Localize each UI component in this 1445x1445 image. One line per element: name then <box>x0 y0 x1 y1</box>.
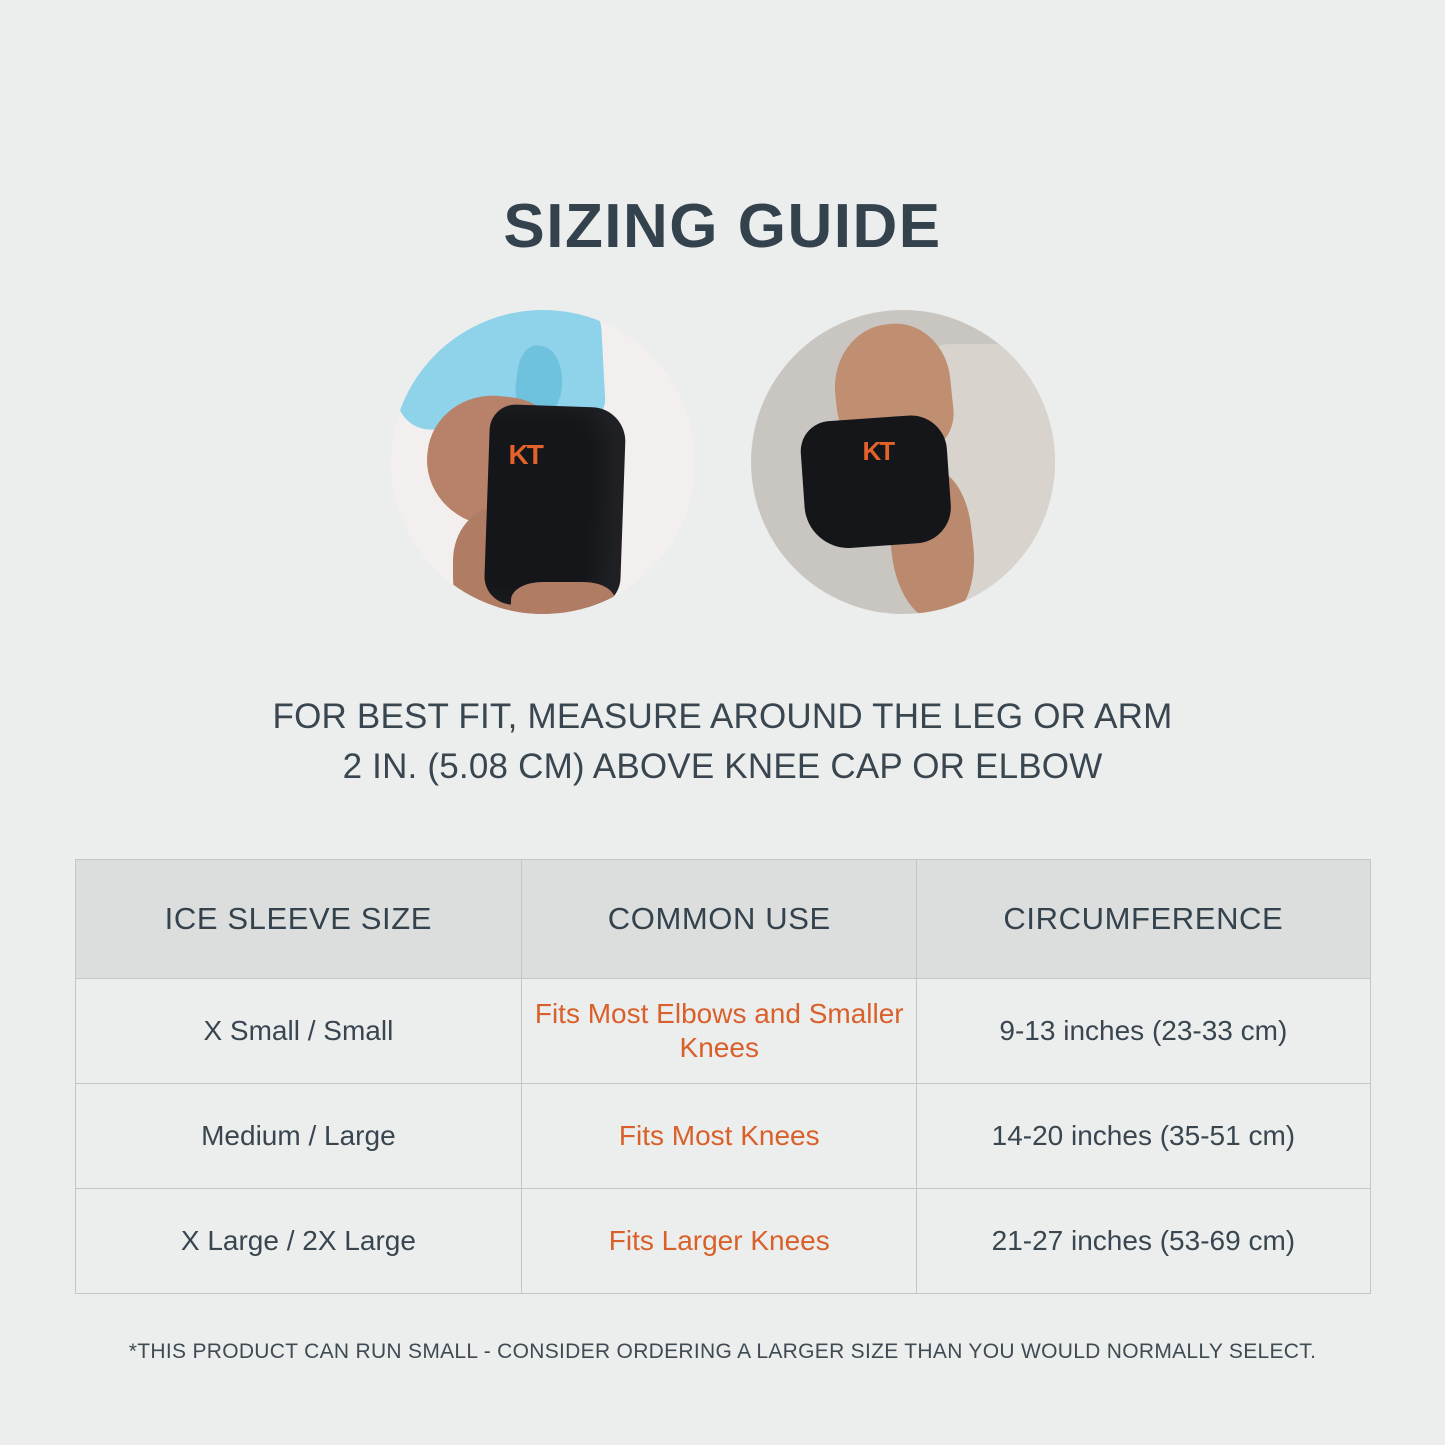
lower-leg-shape <box>511 582 615 614</box>
knee-sleeve-photo <box>391 310 695 614</box>
instruction-line-2: 2 IN. (5.08 CM) ABOVE KNEE CAP OR ELBOW <box>342 746 1103 786</box>
brand-logo-icon: KT <box>508 439 542 470</box>
measurement-instructions <box>273 692 1173 791</box>
elbow-sleeve-photo <box>751 310 1055 614</box>
table-header-row <box>75 860 1370 979</box>
cell-circumference: 21-27 inches (53-69 cm) <box>917 1189 1370 1294</box>
table-row <box>75 1189 1370 1294</box>
table-row <box>75 979 1370 1084</box>
cell-common-use: Fits Most Knees <box>522 1084 917 1189</box>
cell-circumference: 9-13 inches (23-33 cm) <box>917 979 1370 1084</box>
page-title: SIZING GUIDE <box>503 192 942 261</box>
cell-common-use: Fits Most Elbows and Smaller Knees <box>522 979 917 1084</box>
cell-circumference: 14-20 inches (35-51 cm) <box>917 1084 1370 1189</box>
table-row <box>75 1084 1370 1189</box>
knee-ice-sleeve-shape <box>483 404 626 609</box>
column-header-size: ICE SLEEVE SIZE <box>75 860 522 979</box>
cell-size: Medium / Large <box>75 1084 522 1189</box>
cell-size: X Small / Small <box>75 979 522 1084</box>
column-header-circumference: CIRCUMFERENCE <box>917 860 1370 979</box>
brand-logo-icon: KT <box>862 436 894 466</box>
column-header-common-use: COMMON USE <box>522 860 917 979</box>
sizing-table <box>75 859 1371 1294</box>
product-photo-group <box>391 310 1055 614</box>
instruction-line-1: FOR BEST FIT, MEASURE AROUND THE LEG OR ARM <box>272 697 1173 736</box>
footnote: *THIS PRODUCT CAN RUN SMALL - CONSIDER ORDERING A LARGER SIZE THAN YOU WOULD NORMALLY SELECT. <box>128 1340 1317 1364</box>
cell-common-use: Fits Larger Knees <box>522 1189 917 1294</box>
cell-size: X Large / 2X Large <box>75 1189 522 1294</box>
sizing-table-wrapper <box>75 859 1371 1294</box>
